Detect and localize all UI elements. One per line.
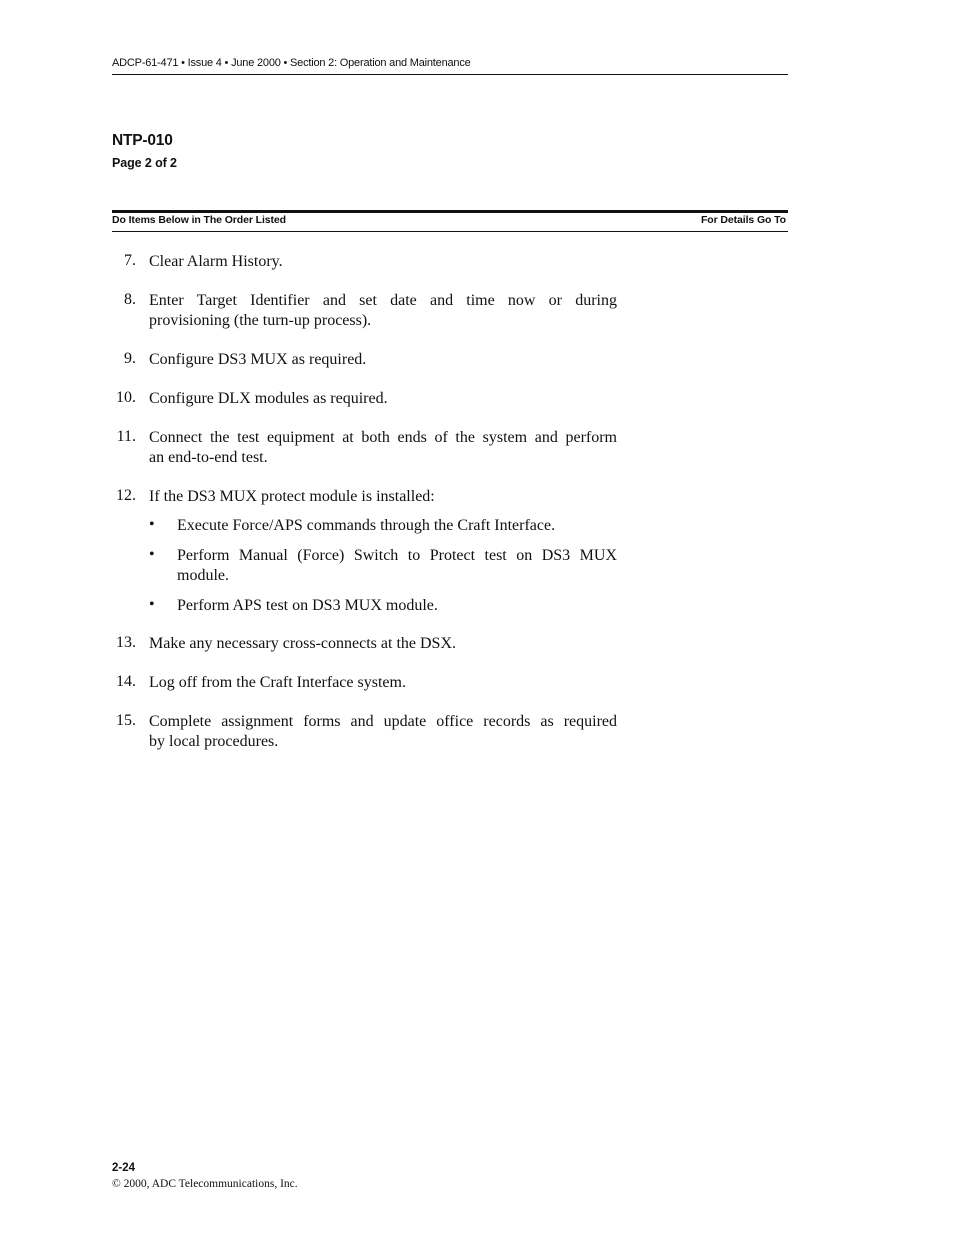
bullet: • [149,596,155,613]
step-text: Clear Alarm History. [149,253,283,270]
step-number: 12. [116,487,136,504]
page-indicator: Page 2 of 2 [112,156,177,170]
substep-text: Perform APS test on DS3 MUX module. [177,597,438,614]
substep-text: Execute Force/APS commands through the Craft Interface. [177,517,556,534]
copyright: © 2000, ADC Telecommunications, Inc. [112,1178,298,1190]
step-number: 13. [116,634,136,651]
step-text: If the DS3 MUX protect module is installed: [149,488,435,505]
step-text: Make any necessary cross-connects at the DSX. [149,635,457,652]
table-header-rule [112,231,788,232]
step-text-line: Connect the test equipment at both ends of the system and perform [149,429,617,446]
step-number: 11. [116,428,136,445]
substep-text-line: Perform Manual (Force) Switch to Protect test on DS3 MUX [177,547,617,564]
step-text-line: Enter Target Identifier and set date and time now or during [149,292,617,309]
step-text-line: an end-to-end test. [149,449,268,466]
substep-text-line: module. [177,567,229,584]
step-number: 15. [116,712,136,729]
procedure-id: NTP-010 [112,132,173,149]
step-text: Log off from the Craft Interface system. [149,674,406,691]
step-number: 10. [116,389,136,406]
column-header-items: Do Items Below in The Order Listed [112,214,286,226]
step-text-line: provisioning (the turn-up process). [149,312,372,329]
column-header-details: For Details Go To [700,214,786,226]
step-number: 7. [124,252,136,269]
step-number: 8. [124,291,136,308]
running-header: ADCP-61-471 • Issue 4 • June 2000 • Section 2: Operation and Maintenance [112,57,471,69]
step-text: Configure DS3 MUX as required. [149,351,367,368]
step-number: 9. [124,350,136,367]
table-top-rule [112,210,788,213]
header-rule [112,74,788,75]
step-text: Configure DLX modules as required. [149,390,388,407]
bullet: • [149,546,155,563]
step-text-line: by local procedures. [149,733,279,750]
page-number: 2-24 [112,1162,136,1174]
step-text-line: Complete assignment forms and update office records as required [149,713,617,730]
step-number: 14. [116,673,136,690]
bullet: • [149,516,155,533]
